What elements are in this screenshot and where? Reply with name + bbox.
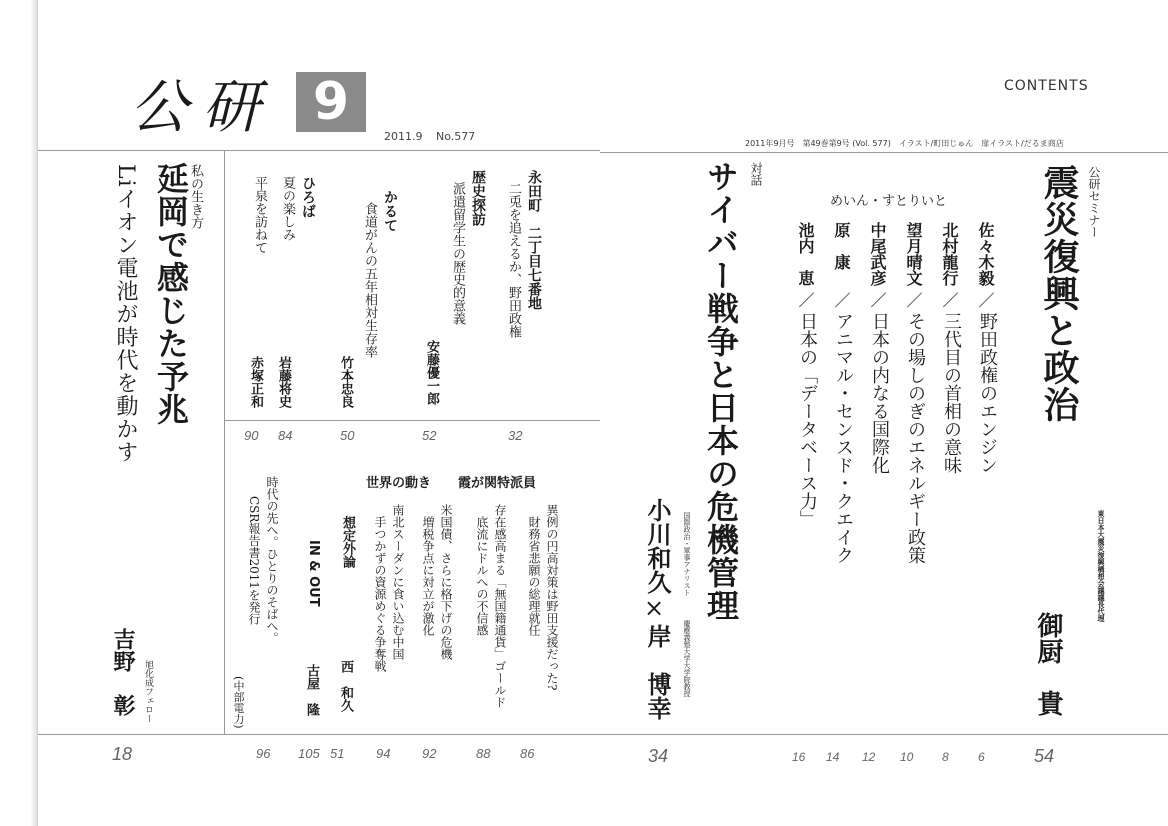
item-page: 6 — [978, 750, 985, 764]
feature-page: 18 — [112, 744, 133, 764]
sekai-header: 世界の動き — [366, 476, 432, 491]
right-page — [600, 0, 1168, 826]
taiwa-label: 対話 — [749, 162, 763, 186]
item-title-sep: ／ — [832, 292, 851, 308]
issue-date-line — [384, 130, 475, 143]
column-page: 50 — [340, 428, 355, 443]
sekai-item[interactable]: 米国債、さらに格下げの危機 — [439, 504, 453, 660]
soutei-author: 西 和久 — [338, 660, 353, 712]
seminar-page: 54 — [1034, 746, 1055, 766]
top-rule — [600, 152, 1168, 153]
feature-label: 私の生き方 — [188, 164, 203, 229]
csr-subtitle: CSR報告書2011を発行 — [247, 496, 261, 625]
inout-author: 古屋 隆 — [304, 664, 319, 716]
volume-number: No.577 — [436, 130, 476, 143]
item-title-sep: ／ — [940, 292, 959, 308]
column-title: 夏の楽しみ — [280, 176, 295, 241]
feature-author-role: 旭化成フェロー — [143, 660, 153, 723]
item-author: 原 康 — [832, 222, 851, 270]
taiwa-role-1: 国際政治・軍事アナリスト — [683, 512, 691, 596]
seminar-speaker: 御厨 貴 — [1033, 612, 1063, 716]
taiwa-name-2: 岸 博幸 — [643, 624, 672, 720]
column-page: 84 — [278, 428, 293, 443]
soutei-page: 51 — [330, 746, 345, 761]
issue-date: 2011.9 — [384, 130, 423, 143]
inout-label[interactable]: IN & OUT — [306, 540, 321, 607]
csr-page: 96 — [256, 746, 271, 761]
logo — [130, 60, 274, 144]
contents-label: CONTENTS — [1004, 78, 1089, 94]
kasumi-item[interactable]: 存在感高まる「無国籍通貨」ゴールド — [493, 504, 507, 708]
seminar-label: 公研セミナー — [1087, 166, 1101, 238]
kasumi-page: 86 — [520, 746, 535, 761]
item-page: 16 — [792, 750, 806, 764]
inout-page: 105 — [298, 746, 320, 761]
item-title-sep: ／ — [976, 292, 995, 308]
column-author: 岩藤将史 — [276, 356, 291, 408]
taiwa-page: 34 — [648, 746, 669, 766]
bottom-rule — [600, 734, 1168, 735]
item-author: 北村龍行 — [940, 222, 959, 286]
item-author: 池内 恵 — [796, 222, 815, 286]
feature-subtitle: Liイオン電池が時代を動かす — [113, 164, 138, 464]
sekai-item[interactable]: 南北スーダンに食い込む中国 — [391, 504, 405, 660]
taiwa-cross: × — [640, 594, 668, 622]
item-title: 三代目の首相の意味 — [941, 312, 962, 474]
feature-title[interactable]: 延岡で感じた予兆 — [152, 162, 190, 426]
kasumi-page: 88 — [476, 746, 491, 761]
kasumi-item-sub: 財務省悲願の総理就任 — [527, 516, 541, 636]
kasumi-item[interactable]: 異例の円高対策は野田支援だった? — [545, 504, 559, 691]
item-page: 12 — [862, 750, 876, 764]
sekai-item-sub: 手つかずの資源めぐる争奪戦 — [373, 516, 387, 672]
column-author: 竹本忠良 — [338, 356, 353, 408]
item-title-sep: ／ — [868, 292, 887, 308]
feature-divider — [224, 150, 225, 734]
logo-text: 公研 — [130, 73, 275, 141]
column-title: 平泉を訪ねて — [252, 176, 267, 254]
item-title: 日本の「データベース力」 — [797, 312, 818, 528]
item-title-sep: ／ — [904, 292, 923, 308]
column-author: 赤塚正和 — [248, 356, 263, 408]
item-page: 14 — [826, 750, 840, 764]
item-author: 佐々木毅 — [976, 222, 995, 286]
sekai-page: 94 — [376, 746, 391, 761]
item-title-sep: ／ — [796, 292, 815, 308]
column-title: 食道がんの五年相対生存率 — [362, 202, 377, 358]
column-author: 安藤優一郎 — [424, 340, 439, 405]
taiwa-name-1: 小川和久 — [643, 498, 672, 594]
csr-title[interactable]: 時代の先へ。ひとりのそばへ。 — [265, 476, 279, 644]
item-page: 10 — [900, 750, 914, 764]
seminar-speaker-role: 東日本大震災復興構想会議議長代理 — [1097, 510, 1105, 622]
kasumi-item-sub: 底流にドルへの不信感 — [475, 516, 489, 636]
column-page: 90 — [244, 428, 259, 443]
feature-author: 吉野 彰 — [110, 628, 136, 716]
bottom-rule — [38, 734, 600, 735]
column-page: 52 — [422, 428, 437, 443]
sekai-item-sub: 増税争点に対立が激化 — [421, 516, 435, 636]
left-page — [38, 0, 600, 826]
taiwa-role-2: 慶應義塾大学大学院教授 — [683, 620, 691, 697]
masthead-info: 2011年9月号 第49巻第9号 (Vol. 577) イラスト/町田じゅん 扉イラスト/だるま商店 — [745, 139, 1064, 148]
column-title: 二兎を追えるか、野田政権 — [506, 182, 521, 338]
kasumi-header: 霞が関特派員 — [458, 476, 537, 491]
item-title: アニマル・センスド・クエイク — [833, 312, 854, 564]
seminar-title[interactable]: 震災復興と政治 — [1038, 164, 1080, 423]
column-page: 32 — [508, 428, 523, 443]
taiwa-title[interactable]: サイバー戦争と日本の危機管理 — [702, 160, 740, 622]
item-author: 中尾武彦 — [868, 222, 887, 286]
issue-number-box — [296, 72, 366, 132]
column-category: ひろば — [300, 176, 316, 218]
book-edge — [0, 0, 38, 826]
item-author: 望月晴文 — [904, 222, 923, 286]
column-category: かるて — [382, 190, 398, 232]
column-title: 派遣留学生の歴史的意義 — [450, 182, 465, 325]
columns-bottom-rule — [224, 420, 600, 421]
column-category: 歴史探訪 — [470, 170, 486, 226]
column-category: 永田町 二丁目七番地 — [526, 170, 542, 310]
item-title: その場しのぎのエネルギー政策 — [905, 312, 926, 564]
issue-number: 9 — [312, 72, 350, 132]
top-rule — [38, 150, 600, 151]
main-street-header: めいん・すとりいと — [830, 194, 948, 209]
item-title: 日本の内なる国際化 — [869, 312, 890, 474]
csr-note: (中部電力) — [232, 676, 245, 729]
item-page: 8 — [942, 750, 949, 764]
sekai-page: 92 — [422, 746, 437, 761]
item-title: 野田政権のエンジン — [977, 312, 998, 474]
soutei-label[interactable]: 想定外論 — [340, 516, 355, 568]
